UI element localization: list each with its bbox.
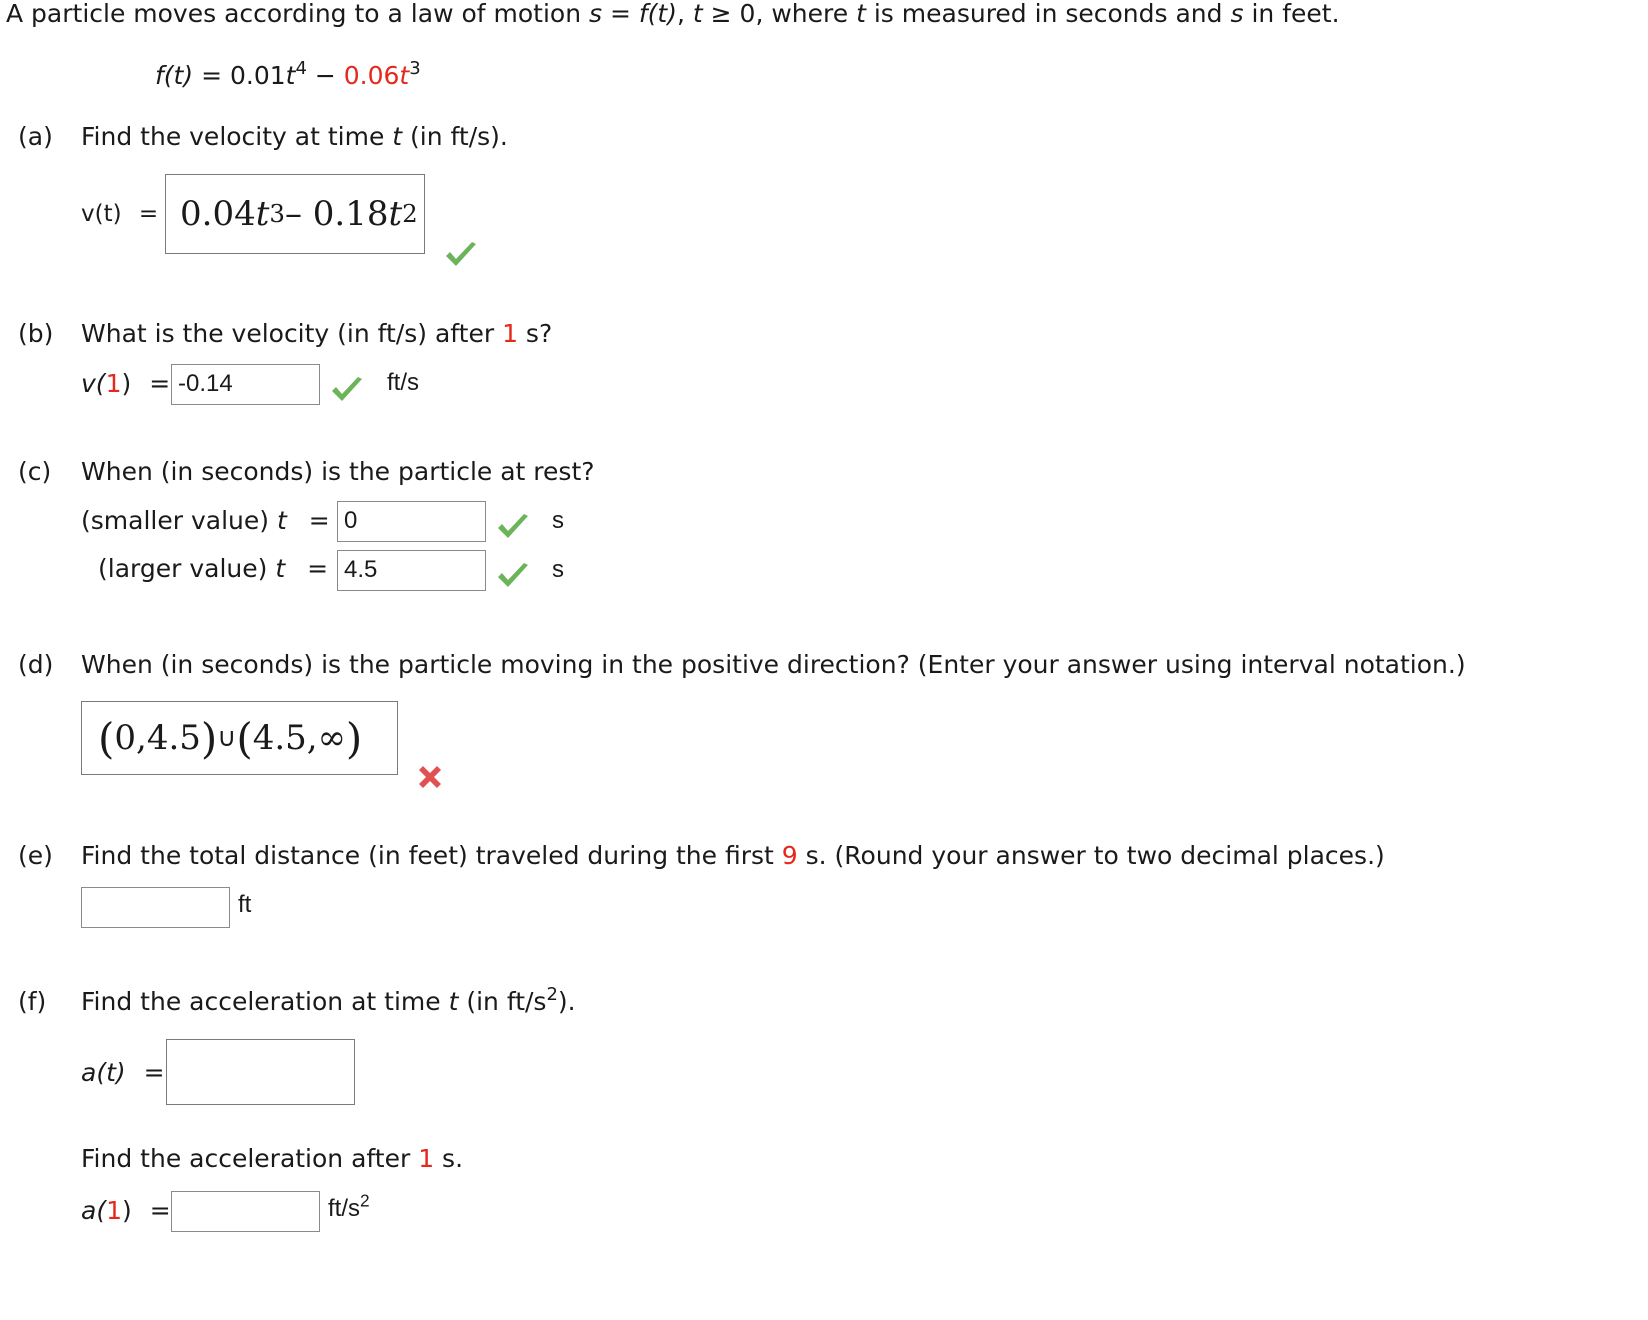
part-a-question: Find the velocity at time t (in ft/s). (81, 122, 508, 151)
part-f-label: (f) (18, 987, 47, 1016)
seconds-unit: s (552, 556, 564, 583)
acceleration-at-1-input[interactable] (171, 1191, 320, 1232)
interval-answer-field[interactable]: ( 0,4.5 ) ∪ ( 4.5,∞ ) (81, 701, 398, 775)
seconds-unit: s (552, 507, 564, 534)
part-d-question: When (in seconds) is the particle moving in the positive direction? (Enter your answer using interval notation.) (81, 650, 1466, 679)
rest-time-smaller-input[interactable]: 0 (337, 501, 486, 542)
part-a-label: (a) (18, 122, 53, 151)
part-d-label: (d) (18, 650, 54, 679)
correct-check-icon (444, 240, 478, 270)
part-c-question: When (in seconds) is the particle at rest? (81, 457, 595, 486)
correct-check-icon (496, 561, 530, 591)
part-a-lhs: v(t) = (81, 201, 159, 227)
velocity-answer-field[interactable]: 0.04 t 3 – 0.18 t 2 (165, 174, 425, 254)
velocity-unit: ft/s (387, 369, 420, 396)
velocity-at-1-input[interactable]: -0.14 (171, 364, 320, 405)
acceleration-unit: $ft/s^2$ (328, 1190, 370, 1222)
smaller-value-label: (smaller value) t = (81, 506, 330, 535)
rest-time-larger-input[interactable]: 4.5 (337, 550, 486, 591)
acceleration-after-question: Find the acceleration after 1 s. (81, 1144, 464, 1173)
larger-value-label: (larger value) t = (98, 554, 329, 583)
acceleration-at-1-lhs: a(1) = (81, 1196, 171, 1225)
problem-intro: A particle moves according to a law of motion s = f(t), t ≥ 0, where t is measured in seconds and s in feet. (6, 0, 1340, 28)
feet-unit: ft (238, 891, 252, 918)
part-c-label: (c) (18, 457, 52, 486)
correct-check-icon (330, 375, 364, 405)
part-b-question: What is the velocity (in ft/s) after 1 s? (81, 319, 553, 348)
correct-check-icon (496, 512, 530, 542)
part-e-question: Find the total distance (in feet) traveled during the first 9 s. (Round your answer to two decimal places.) (81, 841, 1385, 870)
acceleration-answer-field[interactable] (166, 1039, 355, 1105)
part-f-question: Find the acceleration at time t (in $ft/s^2$). (81, 984, 576, 1016)
position-formula: $f(t) = 0.01t^4 - 0.06t^3$ (155, 58, 421, 90)
part-f-lhs: a(t) = (81, 1058, 165, 1087)
part-b-lhs: v(1) = (81, 369, 171, 398)
part-e-label: (e) (18, 841, 53, 870)
total-distance-input[interactable] (81, 887, 230, 928)
part-b-label: (b) (18, 319, 54, 348)
incorrect-cross-icon (415, 762, 445, 792)
